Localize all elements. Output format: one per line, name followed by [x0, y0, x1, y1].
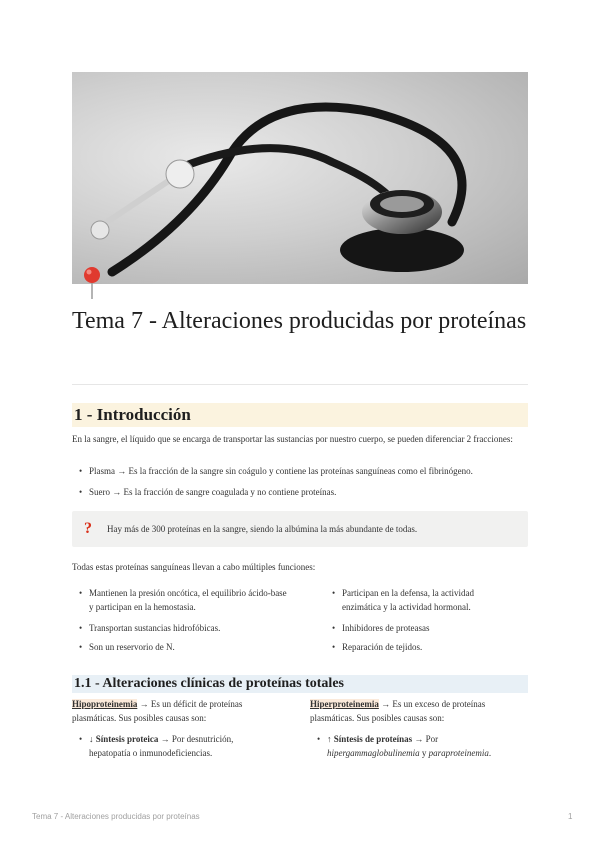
section-heading: 1 - Introducción	[72, 403, 528, 427]
list-item: • ↓ Síntesis proteica → Por desnutrición, hepatopatía o inmunodeficiencias.	[79, 734, 234, 758]
question-mark-icon: ?	[84, 520, 92, 537]
intro-paragraph: En la sangre, el líquido que se encarga de transportar las sustancias por nuestro cuerpo, se pueden diferenciar 2 fracciones:	[72, 434, 513, 444]
list-item: • Suero → Es la fracción de sangre coagulada y no contiene proteínas.	[79, 487, 337, 497]
page-footer: Tema 7 - Alteraciones producidas por proteínas	[32, 812, 200, 821]
page-number: 1	[568, 812, 573, 821]
page-title: Tema 7 - Alteraciones producidas por proteínas	[72, 308, 527, 334]
list-item: • Participan en la defensa, la actividad enzimática y la actividad hormonal.	[332, 588, 474, 612]
callout-text: Hay más de 300 proteínas en la sangre, siendo la albúmina la más abundante de todas.	[107, 524, 418, 534]
list-item: • Son un reservorio de N.	[79, 642, 175, 652]
hipoproteinemia-definition: Hipoproteinemia → Es un déficit de proteínas plasmáticas. Sus posibles causas son:	[72, 699, 243, 723]
list-item: • Reparación de tejidos.	[332, 642, 423, 652]
term: Hipoproteinemia	[72, 699, 138, 709]
hiperproteinemia-definition: Hiperproteinemia → Es un exceso de proteínas plasmáticas. Sus posibles causas son:	[310, 699, 486, 723]
divider	[72, 384, 528, 385]
list-item: • Mantienen la presión oncótica, el equilibrio ácido-base y participan en la hemostasia.	[79, 588, 287, 612]
list-item: • Plasma → Es la fracción de la sangre sin coágulo y contiene las proteínas sanguíneas como el fibrinógeno.	[79, 466, 473, 476]
cover-image	[72, 72, 528, 284]
subsection-heading: 1.1 - Alteraciones clínicas de proteínas totales	[72, 675, 528, 693]
list-item: • ↑ Síntesis de proteínas → Por hipergammaglobulinemia y paraproteinemia.	[317, 734, 492, 758]
callout	[72, 511, 528, 547]
functions-intro: Todas estas proteínas sanguíneas llevan a cabo múltiples funciones:	[72, 562, 316, 572]
list-item: • Inhibidores de proteasas	[332, 623, 430, 633]
list-item: • Transportan sustancias hidrofóbicas.	[79, 623, 221, 633]
pin-icon	[82, 266, 102, 300]
term: Hiperproteinemia	[310, 699, 379, 709]
